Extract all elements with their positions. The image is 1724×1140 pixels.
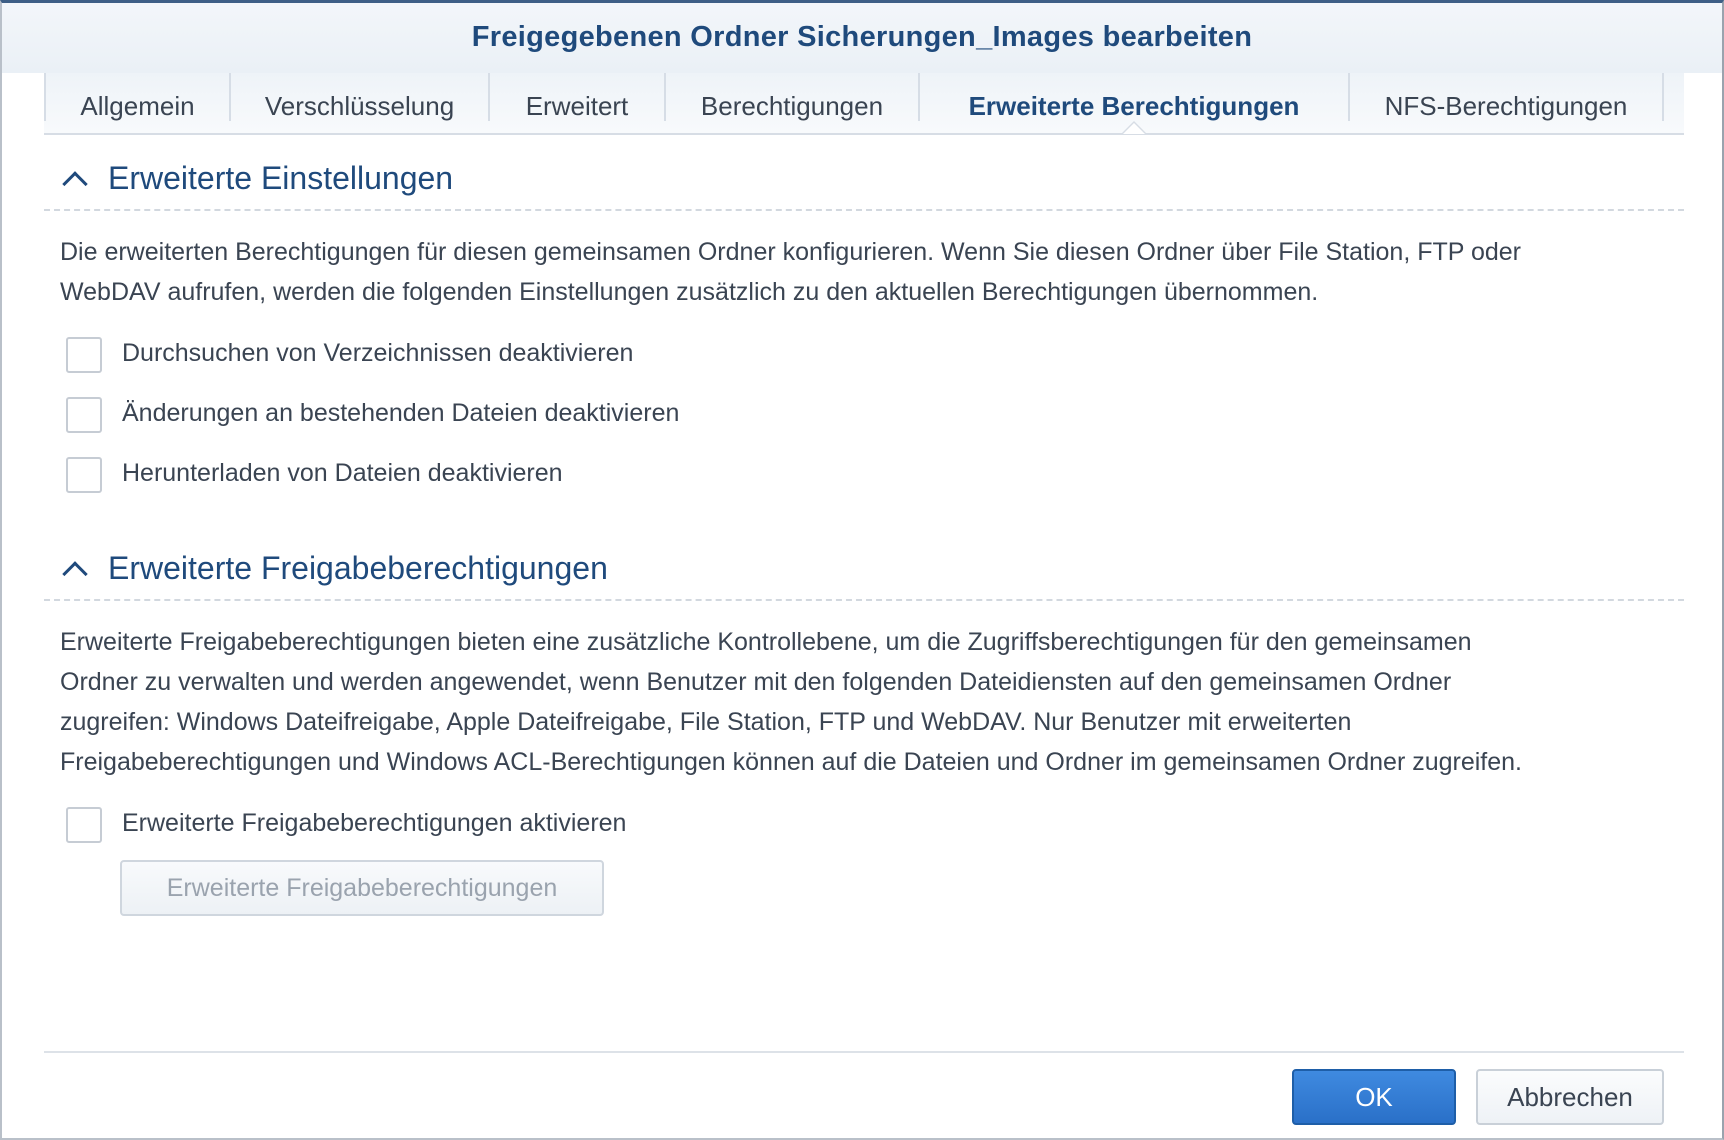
title-bar: [2, 3, 1722, 73]
tab-advanced-permissions[interactable]: Erweiterte Berechtigungen: [968, 91, 1300, 121]
tab-nfs-permissions[interactable]: NFS-Berechtigungen: [1384, 91, 1628, 121]
description-line: Erweiterte Freigabeberechtigungen bieten eine zusätzliche Kontrollebene, um die Zugriffsberechtigungen für den gemeinsamen: [60, 628, 1472, 656]
tab-general[interactable]: Allgemein: [80, 91, 195, 121]
tab-bar: [44, 73, 1684, 135]
section-title: Erweiterte Einstellungen: [108, 160, 454, 196]
cancel-button[interactable]: Abbrechen: [1476, 1069, 1664, 1125]
checkbox-label[interactable]: Durchsuchen von Verzeichnissen deaktivieren: [122, 339, 634, 367]
section-advanced-share-permissions-header[interactable]: [44, 541, 1684, 601]
tab-separator: [1662, 73, 1664, 121]
description-line: zugreifen: Windows Dateifreigabe, Apple Dateifreigabe, File Station, FTP und WebDAV. Nur Benutzer mit erweiterten: [60, 708, 1352, 736]
dialog-title: Freigegebenen Ordner Sicherungen_Images bearbeiten: [471, 21, 1253, 53]
checkbox-label[interactable]: Änderungen an bestehenden Dateien deaktivieren: [122, 399, 680, 427]
checkbox-label[interactable]: Erweiterte Freigabeberechtigungen aktivieren: [122, 809, 627, 837]
chevron-up-icon[interactable]: [62, 171, 87, 196]
checkbox[interactable]: [66, 457, 102, 493]
tab-advanced[interactable]: Erweitert: [525, 91, 629, 121]
checkbox[interactable]: [66, 337, 102, 373]
description-line: Freigabeberechtigungen und Windows ACL-Berechtigungen können auf die Dateien und Ordner im gemeinsamen Ordner zugreifen.: [60, 748, 1522, 776]
active-tab-indicator-fill: [1123, 123, 1145, 134]
advanced-share-permissions-button[interactable]: Erweiterte Freigabeberechtigungen: [120, 860, 604, 916]
checkbox[interactable]: [66, 807, 102, 843]
description-line: Die erweiterten Berechtigungen für diesen gemeinsamen Ordner konfigurieren. Wenn Sie diesen Ordner über File Station, FTP oder: [60, 238, 1521, 266]
checkbox-label[interactable]: Herunterladen von Dateien deaktivieren: [122, 459, 563, 487]
description-line: WebDAV aufrufen, werden die folgenden Einstellungen zusätzlich zu den aktuellen Berechtigungen übernommen.: [60, 278, 1319, 306]
description-line: Ordner zu verwalten und werden angewendet, wenn Benutzer mit den folgenden Dateidiensten auf den gemeinsamen Ordner: [60, 668, 1452, 696]
section-advanced-settings-description: [60, 232, 1670, 312]
chevron-up-icon[interactable]: [62, 561, 87, 586]
tab-encryption[interactable]: Verschlüsselung: [264, 91, 455, 121]
checkbox[interactable]: [66, 397, 102, 433]
tab-permissions[interactable]: Berechtigungen: [700, 91, 884, 121]
section-advanced-settings-header[interactable]: [44, 151, 1684, 211]
section-advanced-share-permissions-description: [60, 622, 1670, 782]
section-title: Erweiterte Freigabeberechtigungen: [108, 550, 608, 586]
footer-divider: [44, 1051, 1684, 1053]
ok-button[interactable]: OK: [1292, 1069, 1456, 1125]
